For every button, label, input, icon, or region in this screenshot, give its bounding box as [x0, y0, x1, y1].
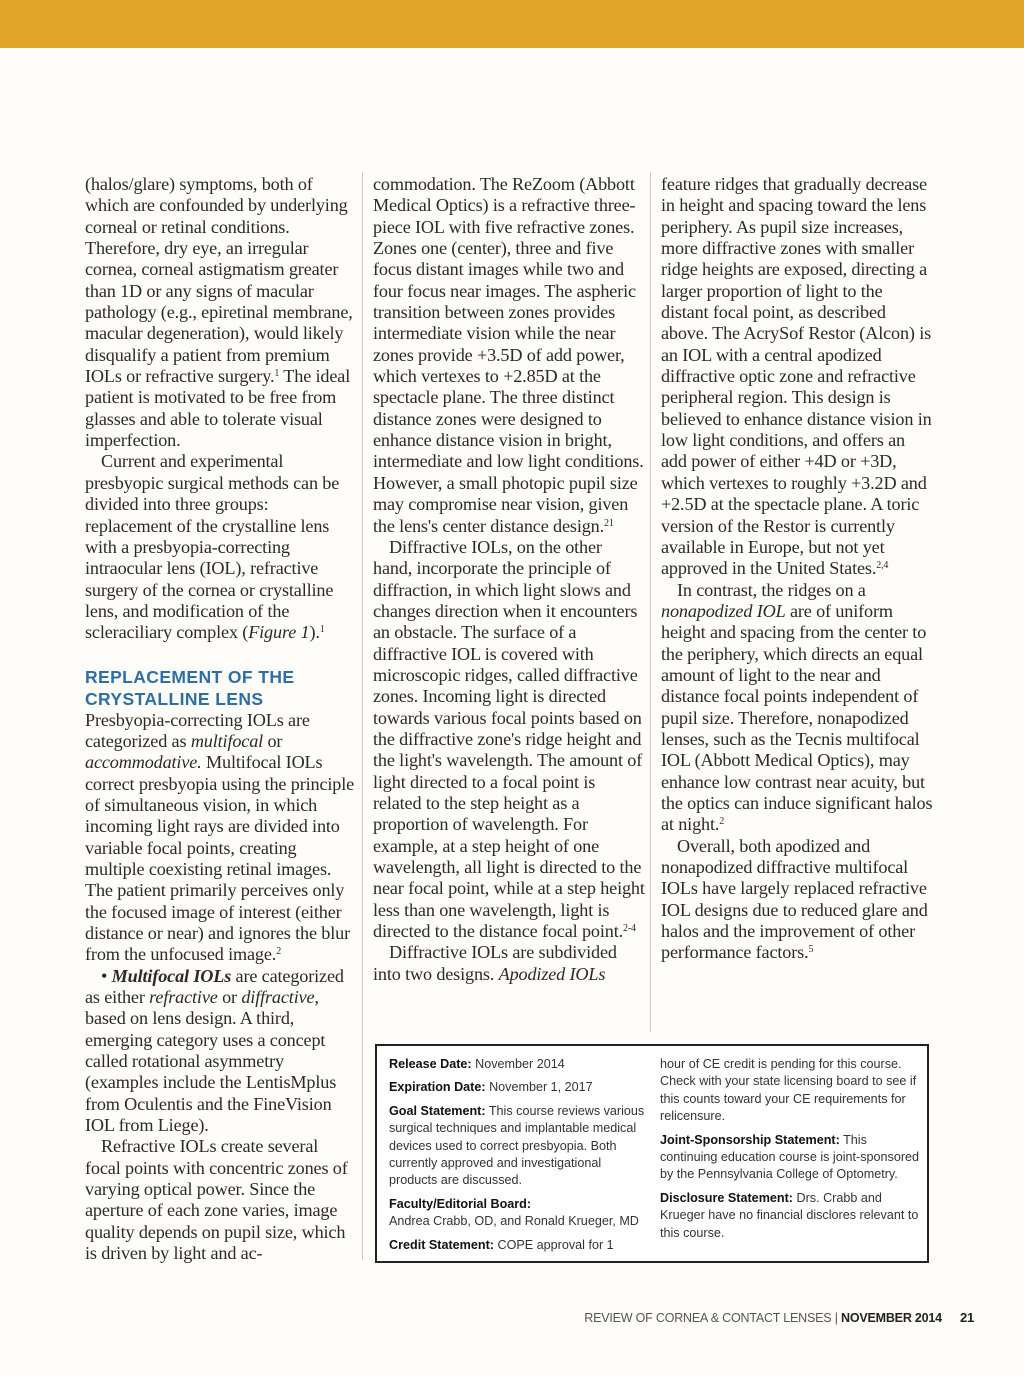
- paragraph: (halos/glare) symptoms, both of which are confounded by underlying corneal or retinal conditions. Therefore, dry eye, an irregular cornea, corneal astigmatism greater than 1D or any signs of macular pathology (e.g., epiretinal membrane, macular degeneration), would likely disqualify a patient from premium IOLs or refractive surgery.$^1$ The ideal patient is motivated to be free from glasses and able to tolerate visual imperfection.: [85, 174, 353, 451]
- ce-info-right: [660, 1056, 922, 1248]
- faculty-board: Faculty/Editorial Board: Andrea Crabb, OD, and Ronald Krueger, MD: [389, 1196, 639, 1229]
- section-heading: REPLACEMENT OF THE CRYSTALLINE LENS: [85, 666, 295, 709]
- credit-statement: Credit Statement: COPE approval for 1: [389, 1237, 614, 1252]
- page-footer: [584, 1310, 974, 1325]
- column-rule-2: [650, 172, 651, 1032]
- paragraph: Diffractive IOLs, on the other hand, incorporate the principle of diffraction, in which light slows and changes direction when it encounters an obstacle. The surface of a diffractive IOL is covered with microscopic ridges, called diffractive zones. Incoming light is directed towards various focal points based on the diffractive zone's ridge height and the light's wavelength. The amount of light directed to a focal point is related to the step height as a proportion of wavelength. For example, at a step height of one wavelength, all light is directed to the near focal point, while at a step height less than one wavelength, light is directed to the distance focal point.$^{2-4}$: [373, 536, 645, 942]
- bullet-paragraph: • Multifocal IOLs are categorized as either refractive or diffractive, based on lens design. A third, emerging category uses a concept called rotational asymmetry (examples include the LentisMplus from Oculentis and the FineVision IOL from Liege).: [85, 965, 344, 1136]
- footer-separator: |: [831, 1311, 842, 1325]
- joint-sponsorship: Joint-Sponsorship Statement: This continuing education course is joint-sponsored by the Pennsylvania College of Optometry.: [660, 1132, 920, 1182]
- credit-statement-cont: hour of CE credit is pending for this course. Check with your state licensing board to see if this counts toward your CE requirements for relicensure.: [660, 1057, 917, 1124]
- expiration-date: Expiration Date: November 1, 2017: [389, 1080, 593, 1095]
- paragraph: Refractive IOLs create several focal points with concentric zones of varying optical power. Since the aperture of each zone varies, image quality depends on pupil size, which is driven by light and ac-: [85, 1136, 348, 1264]
- article-column-2: [373, 174, 645, 985]
- top-color-band: [0, 0, 1024, 48]
- journal-title: REVIEW OF CORNEA & CONTACT LENSES: [584, 1311, 832, 1325]
- page-number: 21: [959, 1310, 974, 1325]
- paragraph: Presbyopia-correcting IOLs are categorized as multifocal or accommodative. Multifocal IOLs correct presbyopia using the principle of simultaneous vision, in which incoming light rays are divided into variable focal points, creating multiple coexisting retinal images. The patient primarily perceives only the focused image of interest (either distance or near) and ignores the blur from the unfocused image.$^2$: [85, 709, 355, 965]
- ce-info-left: [389, 1056, 651, 1260]
- issue-date: NOVEMBER 2014: [841, 1311, 942, 1325]
- release-date: Release Date: November 2014: [389, 1057, 565, 1071]
- paragraph: Overall, both apodized and nonapodized diffractive multifocal IOLs have largely replaced refractive IOL designs due to reduced glare and halos and the improvement of other performance factors.$^5$: [661, 835, 928, 963]
- paragraph: commodation. The ReZoom (Abbott Medical Optics) is a refractive three-piece IOL with five refractive zones. Zones one (center), three and five focus distant images while two and four focus near images. The aspheric transition between zones provides intermediate vision while the near zones provide +3.5D of add power, which vertexes to +2.85D at the spectacle plane. The three distinct distance zones were designed to enhance distance vision in bright, intermediate and low light conditions. However, a small photopic pupil size may compromise near vision, given the lens's center distance design.$^{21}$: [373, 174, 644, 536]
- disclosure-statement: Disclosure Statement: Drs. Crabb and Krueger have no financial disclores relevant to this course.: [660, 1190, 919, 1240]
- article-column-3: [661, 174, 933, 964]
- paragraph: feature ridges that gradually decrease in height and spacing toward the lens periphery. As pupil size increases, more diffractive zones with smaller ridge heights are exposed, directing a larger proportion of light to the distant focal point, as described above. The AcrySof Restor (Alcon) is an IOL with a central apodized diffractive optic zone and refractive peripheral region. This design is believed to enhance distance vision in low light conditions, and offers an add power of either +4D or +3D, which vertexes to roughly +3.2D and +2.5D at the spectacle plane. A toric version of the Restor is currently available in Europe, but not yet approved in the United States.$^{2,4}$: [661, 174, 932, 579]
- ce-info-box: [375, 1044, 929, 1263]
- column-rule-1: [362, 172, 363, 1260]
- goal-statement: Goal Statement: This course reviews various surgical techniques and implantable medical devices used to correct presbyopia. Both currently approved and investigational products are discussed.: [389, 1103, 645, 1188]
- paragraph: Current and experimental presbyopic surgical methods can be divided into three groups: replacement of the crystalline lens with a presbyopia-correcting intraocular lens (IOL), refractive surgery of the cornea or crystalline lens, and modification of the scleraciliary complex (Figure 1).$^1$: [85, 451, 340, 643]
- article-column-1: [85, 174, 355, 1265]
- paragraph: Diffractive IOLs are subdivided into two designs. Apodized IOLs: [373, 942, 617, 984]
- paragraph: In contrast, the ridges on a nonapodized IOL are of uniform height and spacing from the center to the periphery, which directs an equal amount of light to the near and distance focal points independent of pupil size. Therefore, nonapodized lenses, such as the Tecnis multifocal IOL (Abbott Medical Optics), may enhance low contrast near acuity, but the optics can induce significant halos at night.$^2$: [661, 579, 933, 835]
